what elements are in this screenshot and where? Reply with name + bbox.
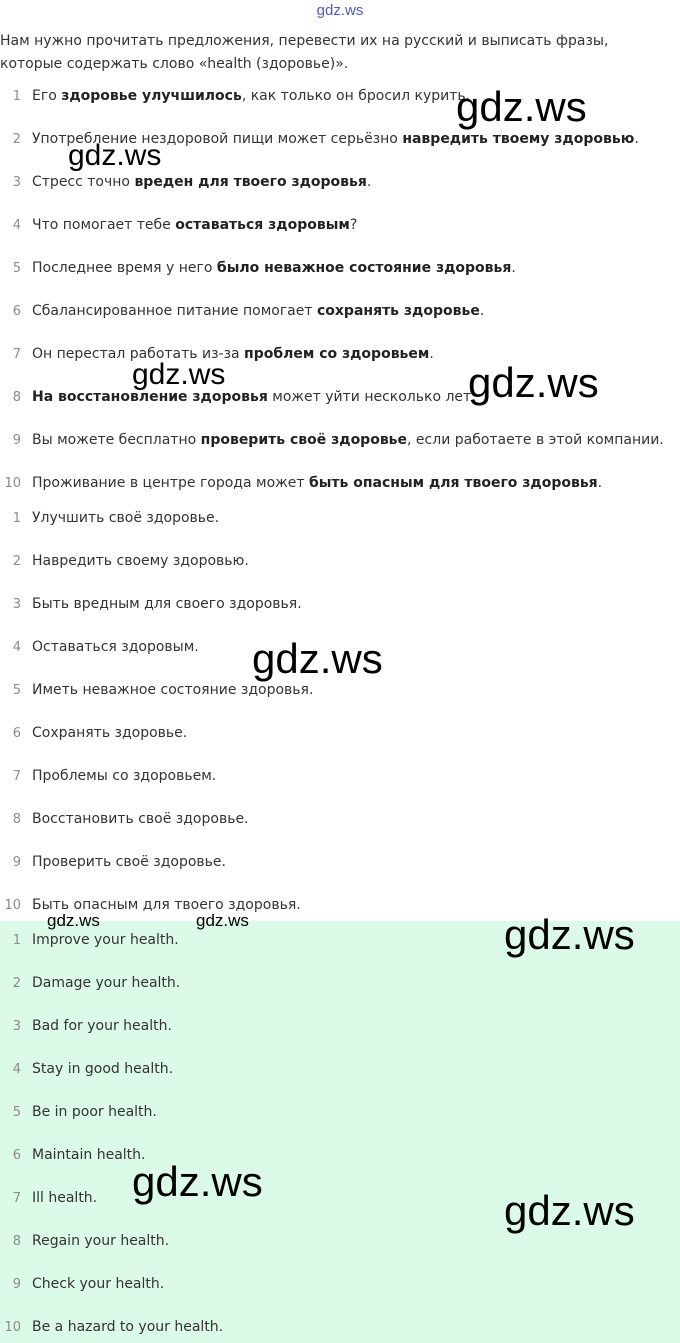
item-text: Иметь неважное состояние здоровья. xyxy=(32,682,314,698)
item-text: Be in poor health. xyxy=(32,1104,157,1120)
watermark-text: gdz.ws xyxy=(252,635,383,682)
highlighted-phrase: было неважное состояние здоровья xyxy=(216,260,512,276)
highlighted-phrase: проверить своё здоровье xyxy=(200,432,408,448)
sentence-fragment: , если работаете в этой компании. xyxy=(407,432,664,448)
phrase-row xyxy=(0,589,680,619)
item-text: Damage your health. xyxy=(32,975,181,991)
item-number: 5 xyxy=(12,1104,21,1120)
item-text xyxy=(32,303,484,319)
english-phrase-row xyxy=(0,1011,680,1041)
item-number: 7 xyxy=(12,1190,21,1206)
item-number: 10 xyxy=(4,475,21,491)
english-phrase-row xyxy=(0,1097,680,1127)
item-text: Улучшить своё здоровье. xyxy=(32,510,220,526)
sentence-fragment: Что помогает тебе xyxy=(32,217,176,233)
highlighted-phrase: здоровье улучшилось xyxy=(61,88,242,104)
item-number: 9 xyxy=(12,432,21,448)
item-text: Оставаться здоровым. xyxy=(32,639,199,655)
item-number: 4 xyxy=(12,639,21,655)
sentence-row xyxy=(0,425,680,455)
item-number: 7 xyxy=(12,768,21,784)
item-text xyxy=(32,174,371,190)
english-phrase-row xyxy=(0,1269,680,1299)
sentence-fragment: Проживание в центре города может xyxy=(32,475,309,491)
sentence-fragment: Сбалансированное питание помогает xyxy=(32,303,317,319)
item-number: 6 xyxy=(12,725,21,741)
watermark-text: gdz.ws xyxy=(132,1158,263,1205)
item-text: Bad for your health. xyxy=(32,1018,172,1034)
item-number: 3 xyxy=(12,174,21,190)
item-number: 1 xyxy=(12,88,21,104)
phrase-row xyxy=(0,546,680,576)
sentence-row xyxy=(0,253,680,283)
highlighted-phrase: На восстановление здоровья xyxy=(32,389,268,405)
item-text: Maintain health. xyxy=(32,1147,146,1163)
item-text xyxy=(32,346,434,362)
sentence-fragment: . xyxy=(634,131,639,147)
phrase-row xyxy=(0,847,680,877)
site-watermark-top: gdz.ws xyxy=(316,2,364,19)
phrase-row xyxy=(0,804,680,834)
sentence-fragment: Последнее время у него xyxy=(32,260,217,276)
item-text xyxy=(32,88,470,104)
item-text: Be a hazard to your health. xyxy=(32,1319,224,1335)
item-number: 3 xyxy=(12,596,21,612)
watermark-text: gdz.ws xyxy=(47,911,100,930)
sentence-fragment: Он перестал работать из-за xyxy=(32,346,245,362)
sentence-row xyxy=(0,296,680,326)
watermark-text: gdz.ws xyxy=(504,911,635,958)
watermark-text: gdz.ws xyxy=(456,83,587,130)
item-number: 1 xyxy=(12,932,21,948)
highlighted-phrase: оставаться здоровым xyxy=(175,217,350,233)
phrase-row xyxy=(0,503,680,533)
watermark-text: gdz.ws xyxy=(132,358,226,391)
sentence-fragment: . xyxy=(511,260,516,276)
sentence-fragment: Стресс точно xyxy=(32,174,135,190)
item-number: 8 xyxy=(12,811,21,827)
phrase-row xyxy=(0,761,680,791)
item-number: 1 xyxy=(12,510,21,526)
item-text: Восстановить своё здоровье. xyxy=(32,811,249,827)
item-text: Ill health. xyxy=(32,1190,98,1206)
item-number: 10 xyxy=(4,897,21,913)
watermark-text: gdz.ws xyxy=(504,1187,635,1234)
item-text xyxy=(32,260,516,276)
watermark-text: gdz.ws xyxy=(68,139,162,172)
english-phrase-row xyxy=(0,968,680,998)
item-text xyxy=(32,432,664,448)
english-phrase-row xyxy=(0,1140,680,1170)
item-number: 3 xyxy=(12,1018,21,1034)
item-number: 10 xyxy=(4,1319,21,1335)
sentence-fragment: , как только он бросил курить. xyxy=(241,88,471,104)
item-text: Быть вредным для своего здоровья. xyxy=(32,596,302,612)
item-number: 8 xyxy=(12,1233,21,1249)
item-text: Навредить своему здоровью. xyxy=(32,553,249,569)
item-text xyxy=(32,475,602,491)
item-text xyxy=(32,217,357,233)
sentence-fragment: ? xyxy=(349,217,358,233)
sentence-fragment: может уйти несколько лет. xyxy=(267,389,476,405)
item-number: 4 xyxy=(12,217,21,233)
sentence-fragment: . xyxy=(366,174,372,190)
item-text: Сохранять здоровье. xyxy=(32,725,188,741)
item-number: 2 xyxy=(12,553,21,569)
item-text: Проблемы со здоровьем. xyxy=(32,768,217,784)
item-number: 6 xyxy=(12,303,21,319)
item-number: 4 xyxy=(12,1061,21,1077)
item-text: Stay in good health. xyxy=(32,1061,174,1077)
item-text: Regain your health. xyxy=(32,1233,170,1249)
item-text: Быть опасным для твоего здоровья. xyxy=(32,897,301,913)
english-phrase-row xyxy=(0,1312,680,1342)
watermark-text: gdz.ws xyxy=(196,911,249,930)
sentence-fragment: Его xyxy=(32,88,62,104)
sentence-row xyxy=(0,210,680,240)
sentence-fragment: . xyxy=(429,346,434,362)
english-phrase-row xyxy=(0,1054,680,1084)
sentence-fragment: Вы можете бесплатно xyxy=(32,432,201,448)
item-number: 7 xyxy=(12,346,21,362)
item-number: 2 xyxy=(12,975,21,991)
highlighted-phrase: вреден для твоего здоровья xyxy=(134,174,367,190)
highlighted-phrase: проблем со здоровьем xyxy=(244,346,430,362)
item-number: 5 xyxy=(12,260,21,276)
sentence-fragment: . xyxy=(597,475,603,491)
watermark-text: gdz.ws xyxy=(468,359,599,406)
item-text: Improve your health. xyxy=(32,932,179,948)
item-number: 8 xyxy=(12,389,21,405)
phrase-row xyxy=(0,718,680,748)
sentence-fragment: Употребление нездоровой пищи может серьёзно xyxy=(32,131,403,147)
item-number: 2 xyxy=(12,131,21,147)
item-text: Проверить своё здоровье. xyxy=(32,854,226,870)
item-number: 9 xyxy=(12,854,21,870)
item-text: Check your health. xyxy=(32,1276,165,1292)
highlighted-phrase: навредить твоему здоровью xyxy=(402,131,635,147)
task-intro: Нам нужно прочитать предложения, перевести их на русский и выписать фразы, которые содержать слово «health (здоровье)». xyxy=(0,33,609,72)
item-number: 6 xyxy=(12,1147,21,1163)
sentence-fragment: . xyxy=(479,303,485,319)
item-number: 5 xyxy=(12,682,21,698)
highlighted-phrase: сохранять здоровье xyxy=(316,303,480,319)
sentence-row xyxy=(0,468,680,498)
highlighted-phrase: быть опасным для твоего здоровья xyxy=(308,475,598,491)
item-text xyxy=(32,389,476,405)
item-number: 9 xyxy=(12,1276,21,1292)
